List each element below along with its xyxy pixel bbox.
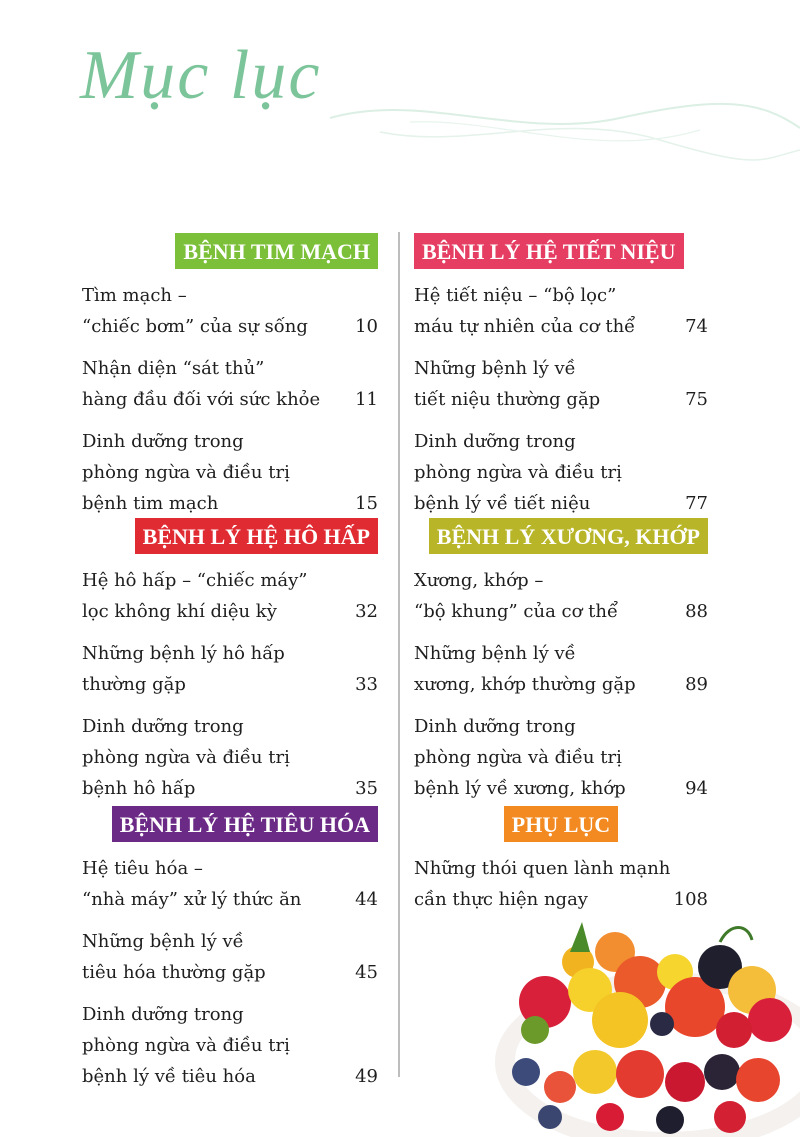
toc-entry-line: Xương, khớp – [414, 570, 544, 591]
toc-page-number: 77 [685, 493, 708, 514]
toc-entry [82, 926, 378, 988]
section-tiet-nieu [414, 233, 708, 519]
toc-entry [414, 565, 708, 627]
toc-page-number: 49 [355, 1066, 378, 1087]
toc-page-number: 15 [355, 493, 378, 514]
toc-entry-line: “bộ khung” của cơ thể [414, 601, 619, 622]
toc-entry-line: thường gặp [82, 674, 186, 695]
toc-entry-line: Dinh dưỡng trong [82, 716, 244, 737]
toc-entry-line: “chiếc bơm” của sự sống [82, 316, 308, 337]
toc-page-number: 33 [355, 674, 378, 695]
toc-entry-line: Những thói quen lành mạnh [414, 858, 671, 879]
toc-entry-line: Dinh dưỡng trong [414, 716, 576, 737]
toc-page-number: 75 [685, 389, 708, 410]
toc-entry [82, 280, 378, 342]
toc-entry-line: phòng ngừa và điều trị [82, 1035, 290, 1056]
toc-entry-line: Hệ tiêu hóa – [82, 858, 203, 879]
toc-entry-line: Những bệnh lý hô hấp [82, 643, 285, 664]
toc-entry-line: Tìm mạch – [82, 285, 187, 306]
section-heading: BỆNH LÝ HỆ TIẾT NIỆU [414, 233, 684, 269]
toc-entry-line: Nhận diện “sát thủ” [82, 358, 265, 379]
toc-entry [414, 638, 708, 700]
toc-page-number: 89 [685, 674, 708, 695]
section-heading: BỆNH TIM MẠCH [175, 233, 378, 269]
toc-entry-line: xương, khớp thường gặp [414, 674, 636, 695]
toc-entry [82, 853, 378, 915]
toc-entry [82, 353, 378, 415]
toc-entry-line: hàng đầu đối với sức khỏe [82, 389, 321, 410]
toc-page-number: 11 [355, 389, 378, 410]
toc-entry-line: tiết niệu thường gặp [414, 389, 601, 410]
toc-entry [414, 711, 708, 804]
toc-page-number: 108 [673, 889, 708, 910]
toc-entry-line: Những bệnh lý về [414, 358, 576, 379]
toc-entry [414, 280, 708, 342]
section-heading: BỆNH LÝ XƯƠNG, KHỚP [429, 518, 708, 554]
toc-entry-line: phòng ngừa và điều trị [82, 747, 290, 768]
toc-entry [414, 426, 708, 519]
section-heading: BỆNH LÝ HỆ TIÊU HÓA [112, 806, 378, 842]
fruit-bowl-illustration [490, 912, 800, 1137]
toc-page-number: 44 [355, 889, 378, 910]
toc-page-number: 94 [685, 778, 708, 799]
toc-entry-line: máu tự nhiên của cơ thể [414, 316, 636, 337]
toc-entry-line: bệnh hô hấp [82, 778, 196, 799]
toc-entry [414, 853, 708, 915]
column-divider [398, 232, 400, 1077]
toc-entry-line: phòng ngừa và điều trị [414, 747, 622, 768]
toc-entry-line: phòng ngừa và điều trị [82, 462, 290, 483]
section-heading: PHỤ LỤC [504, 806, 618, 842]
section-heading: BỆNH LÝ HỆ HÔ HẤP [135, 518, 378, 554]
toc-entry [82, 638, 378, 700]
section-xuong-khop [414, 518, 708, 804]
toc-entry-line: lọc không khí diệu kỳ [82, 601, 277, 622]
toc-page-number: 10 [355, 316, 378, 337]
toc-entry-line: “nhà máy” xử lý thức ăn [82, 889, 302, 910]
toc-entry-line: tiêu hóa thường gặp [82, 962, 266, 983]
toc-entry-line: phòng ngừa và điều trị [414, 462, 622, 483]
toc-entry [82, 999, 378, 1092]
toc-page-number: 74 [685, 316, 708, 337]
toc-entry-line: cần thực hiện ngay [414, 889, 588, 910]
toc-page-number: 45 [355, 962, 378, 983]
section-tieu-hoa [82, 806, 378, 1092]
toc-entry-line: Những bệnh lý về [414, 643, 576, 664]
section-phu-luc [414, 806, 708, 915]
toc-entry-line: Dinh dưỡng trong [82, 431, 244, 452]
toc-entry [82, 711, 378, 804]
section-ho-hap [82, 518, 378, 804]
toc-entry [82, 426, 378, 519]
toc-entry-line: bệnh lý về tiêu hóa [82, 1066, 256, 1087]
page-title: Mục lục [80, 37, 322, 114]
toc-entry-line: Hệ hô hấp – “chiếc máy” [82, 570, 308, 591]
toc-entry-line: Hệ tiết niệu – “bộ lọc” [414, 285, 617, 306]
section-tim-mach [82, 233, 378, 519]
toc-entry-line: bệnh lý về tiết niệu [414, 493, 591, 514]
toc-entry [414, 353, 708, 415]
toc-page-number: 32 [355, 601, 378, 622]
toc-entry-line: Dinh dưỡng trong [82, 1004, 244, 1025]
toc-entry-line: Dinh dưỡng trong [414, 431, 576, 452]
toc-page-number: 88 [685, 601, 708, 622]
toc-entry-line: Những bệnh lý về [82, 931, 244, 952]
toc-page-number: 35 [355, 778, 378, 799]
toc-entry-line: bệnh lý về xương, khớp [414, 778, 626, 799]
toc-entry-line: bệnh tim mạch [82, 493, 219, 514]
toc-entry [82, 565, 378, 627]
